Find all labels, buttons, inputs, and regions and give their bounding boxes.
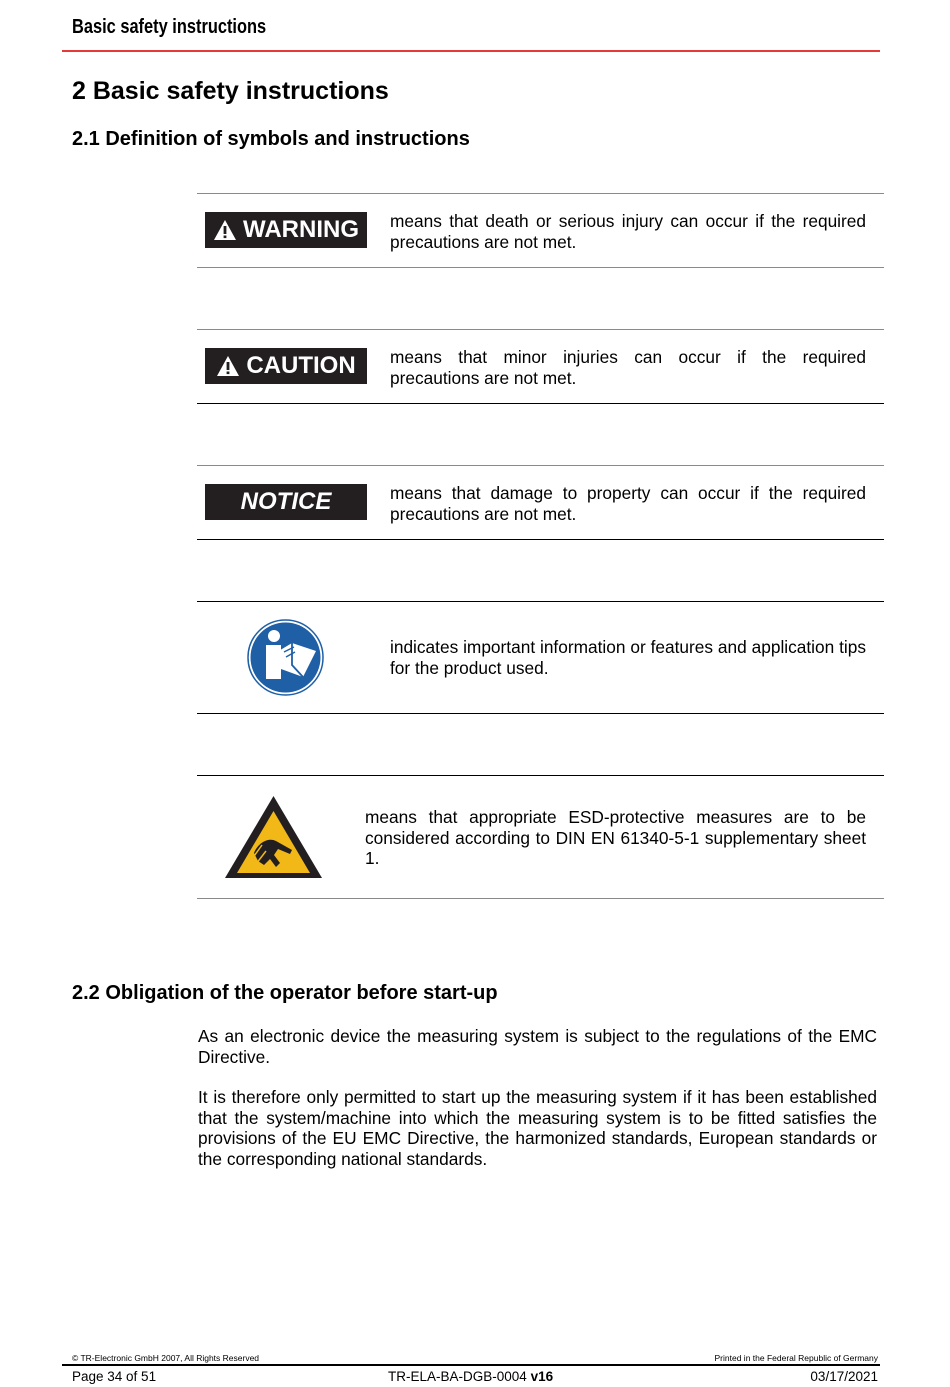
table-rule	[197, 601, 884, 602]
table-rule	[197, 267, 884, 268]
table-rule	[197, 329, 884, 330]
table-rule	[197, 465, 884, 466]
subsection-title-obligation: 2.2 Obligation of the operator before start-up	[72, 982, 498, 1004]
warning-label-text: WARNING	[243, 216, 359, 243]
footer-divider	[62, 1364, 880, 1366]
warning-triangle-icon	[216, 355, 240, 377]
table-rule	[197, 713, 884, 714]
obligation-paragraph-1: As an electronic device the measuring system is subject to the regulations of the EMC Directive.	[198, 1026, 877, 1067]
notice-description: means that damage to property can occur if the required precautions are not met.	[390, 483, 866, 524]
info-description: indicates important information or features and application tips for the product used.	[390, 637, 866, 678]
table-rule	[197, 193, 884, 194]
notice-label	[205, 484, 367, 520]
running-header-title: Basic safety instructions	[72, 16, 267, 38]
subsection-title-symbols: 2.1 Definition of symbols and instructions	[72, 128, 470, 150]
footer-copyright: © TR-Electronic GmbH 2007, All Rights Reserved	[72, 1353, 260, 1363]
footer-document-id	[388, 1369, 553, 1384]
footer-date: 03/17/2021	[810, 1369, 878, 1384]
warning-description: means that death or serious injury can occur if the required precautions are not met.	[390, 211, 866, 252]
warning-label	[205, 212, 367, 248]
esd-warning-icon	[224, 795, 323, 879]
table-rule	[197, 403, 884, 404]
caution-label-text: CAUTION	[246, 352, 356, 379]
section-title: 2 Basic safety instructions	[72, 77, 389, 105]
obligation-paragraph-2: It is therefore only permitted to start up the measuring system if it has been established that the system/machine into which the measuring system is to be fitted satisfies the provisions of the EU EMC Directive, the harmonized standards, European standards or the corresponding national standards.	[198, 1087, 877, 1169]
esd-description: means that appropriate ESD-protective measures are to be considered according to DIN EN 61340-5-1 supplementary sheet 1.	[365, 807, 866, 868]
table-rule	[197, 775, 884, 776]
header-divider	[62, 50, 880, 52]
notice-label-text: NOTICE	[240, 488, 332, 515]
table-rule	[197, 539, 884, 540]
caution-label	[205, 348, 367, 384]
footer-printed-in: Printed in the Federal Republic of Germany	[714, 1353, 878, 1363]
footer-doc-id-text: TR-ELA-BA-DGB-0004	[388, 1369, 527, 1384]
warning-triangle-icon	[213, 219, 237, 241]
caution-description: means that minor injuries can occur if the required precautions are not met.	[390, 347, 866, 388]
read-manual-icon	[247, 619, 324, 696]
footer-version: v16	[530, 1369, 554, 1384]
table-rule	[197, 898, 884, 899]
footer-page-number: Page 34 of 51	[72, 1369, 157, 1384]
